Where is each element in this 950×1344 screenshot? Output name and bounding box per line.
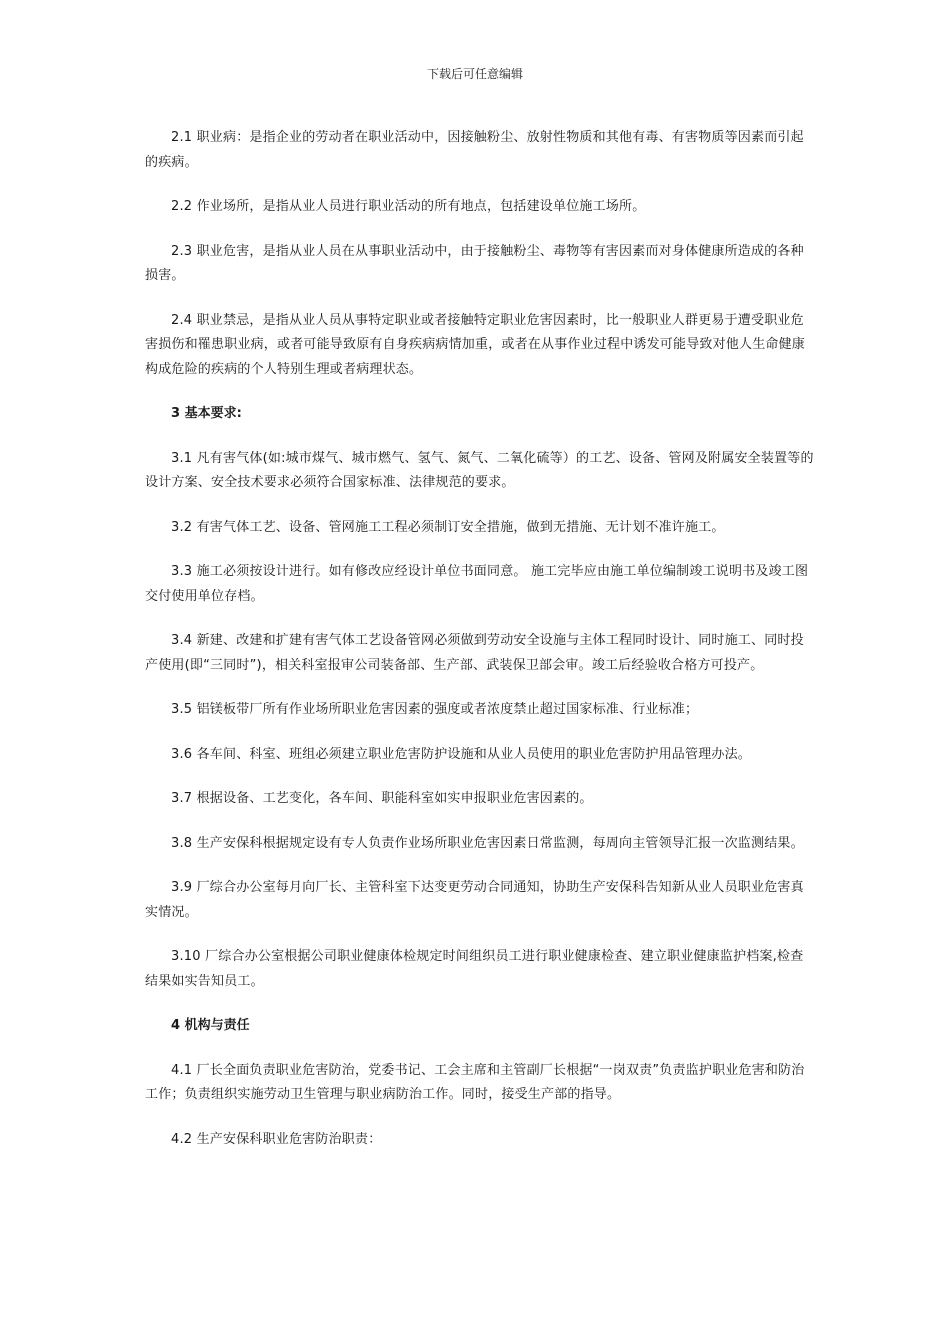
document-body [145, 126, 815, 1172]
paragraph-3-9: 3.9 厂综合办公室每月向厂长、主管科室下达变更劳动合同通知，协助生产安保科告知新从业人员职业危害真实情况。 [145, 880, 804, 920]
paragraph-3-5: 3.5 铝镁板带厂所有作业场所职业危害因素的强度或者浓度禁止超过国家标准、行业标准； [171, 702, 699, 717]
paragraph-3-10: 3.10 厂综合办公室根据公司职业健康体检规定时间组织员工进行职业健康检查、建立职业健康监护档案,检查结果如实告知员工。 [145, 949, 804, 989]
paragraph-3-1: 3.1 凡有害气体(如:城市煤气、城市燃气、氢气、氮气、二氧化硫等）的工艺、设备、管网及附属安全装置等的设计方案、安全技术要求必须符合国家标准、法律规范的要求。 [145, 450, 814, 490]
paragraph-3-8: 3.8 生产安保科根据规定设有专人负责作业场所职业危害因素日常监测，每周向主管领导汇报一次监测结果。 [171, 835, 804, 851]
section-heading-3: 3 基本要求: [171, 406, 242, 421]
paragraph-3-4: 3.4 新建、改建和扩建有害气体工艺设备管网必须做到劳动安全设施与主体工程同时设计、同时施工、同时投产使用(即“三同时”)，相关科室报审公司装备部、生产部、武装保卫部会审。竣工后经验收合格方可投产。 [145, 633, 804, 673]
paragraph-4-1: 4.1 厂长全面负责职业危害防治，党委书记、工会主席和主管副厂长根据“一岗双责”负责监护职业危害和防治工作；负责组织实施劳动卫生管理与职业病防治工作。同时，接受生产部的指导。 [145, 1062, 805, 1102]
section-heading-4: 4 机构与责任 [171, 1018, 250, 1033]
paragraph-2-1: 2.1 职业病：是指企业的劳动者在职业活动中，因接触粉尘、放射性物质和其他有毒、有害物质等因素而引起的疾病。 [145, 130, 804, 170]
paragraph-2-2: 2.2 作业场所，是指从业人员进行职业活动的所有地点，包括建设单位施工场所。 [171, 199, 646, 214]
page-header: 下载后可任意编辑 [426, 67, 523, 81]
paragraph-3-2: 3.2 有害气体工艺、设备、管网施工工程必须制订安全措施，做到无措施、无计划不准许施工。 [171, 519, 725, 535]
paragraph-3-3: 3.3 施工必须按设计进行。如有修改应经设计单位书面同意。 施工完毕应由施工单位编制竣工说明书及竣工图交付使用单位存档。 [145, 564, 809, 604]
paragraph-3-6: 3.6 各车间、科室、班组必须建立职业危害防护设施和从业人员使用的职业危害防护用品管理办法。 [171, 746, 752, 762]
paragraph-2-3: 2.3 职业危害，是指从业人员在从事职业活动中，由于接触粉尘、毒物等有害因素而对身体健康所造成的各种损害。 [145, 243, 804, 283]
paragraph-2-4: 2.4 职业禁忌，是指从业人员从事特定职业或者接触特定职业危害因素时，比一般职业人群更易于遭受职业危害损伤和罹患职业病，或者可能导致原有自身疾病病情加重，或者在从事作业过程中诱发可能导致对他人生命健康构成危险的疾病的个人特别生理或者病理状态。 [145, 312, 806, 377]
paragraph-3-7: 3.7 根据设备、工艺变化，各车间、职能科室如实申报职业危害因素的。 [171, 791, 593, 806]
paragraph-4-2: 4.2 生产安保科职业危害防治职责： [171, 1131, 382, 1147]
